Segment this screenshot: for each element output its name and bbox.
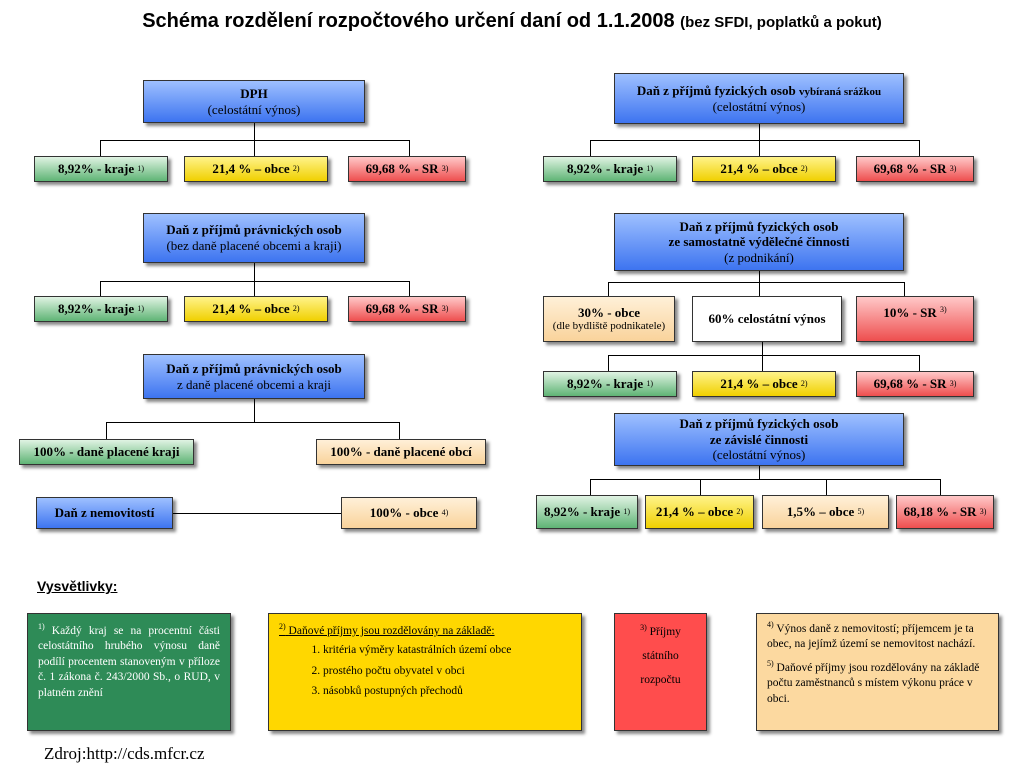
connector	[254, 123, 255, 140]
connector	[759, 282, 760, 296]
note-4-5: $^{4)}$ Výnos daně z nemovitostí; příjemcem je ta obec, na jejímž území se nemovitost nachází. $^{5)}$ Daňové příjmy jsou rozdělovány na základě počtu zaměstnanců s místem výkonu práce v obci.	[756, 613, 999, 731]
connector	[106, 422, 400, 423]
connector	[762, 342, 763, 355]
connector	[700, 479, 701, 495]
legend-heading: Vysvětlivky:	[37, 578, 118, 594]
note-2: $^{2)}$ Daňové příjmy jsou rozdělovány na základě: 1. kritéria výměry katastrálních území obce 2. prostého počtu obyvatel v obci 3. násobků postupných přechodů	[268, 613, 582, 731]
dpfo-zavisla-box: Daň z příjmů fyzických osob ze závislé činnosti (celostátní výnos)	[614, 413, 904, 466]
connector	[590, 479, 591, 495]
dph-obce-box: 21,4 % – obce 2)	[184, 156, 328, 182]
connector	[826, 479, 827, 495]
connector	[759, 466, 760, 479]
connector	[590, 479, 941, 480]
connector	[254, 281, 255, 296]
connector	[590, 140, 591, 156]
connector	[106, 422, 107, 439]
dppo-obce-box: 21,4 % – obce 2)	[184, 296, 328, 322]
connector	[759, 124, 760, 140]
connector	[608, 355, 920, 356]
diagram-title: Schéma rozdělení rozpočtového určení daní od 1.1.2008 (bez SFDI, poplatků a pokut)	[142, 10, 882, 32]
dph-kraje-box: 8,92% - kraje 1)	[34, 156, 168, 182]
connector	[590, 140, 920, 141]
connector	[409, 281, 410, 296]
connector	[759, 271, 760, 282]
connector	[759, 140, 760, 156]
connector	[409, 140, 410, 156]
dan-nemovitosti-box: Daň z nemovitostí	[36, 497, 173, 529]
connector	[919, 355, 920, 371]
osvc-obce30-box: 30% - obce (dle bydliště podnikatele)	[543, 296, 675, 342]
note-2-list	[279, 643, 571, 700]
osvc-celostatni-box: 60% celostátní výnos	[692, 296, 842, 342]
osvc-kraje-box: 8,92% - kraje 1)	[543, 371, 677, 397]
nemovitosti-obce-box: 100% - obce 4)	[341, 497, 477, 529]
connector	[254, 140, 255, 156]
dph-box: DPH (celostátní výnos)	[143, 80, 365, 123]
dppo-box: Daň z příjmů právnických osob (bez daně placené obcemi a kraji)	[143, 213, 365, 263]
dph-sr-box: 69,68 % - SR 3)	[348, 156, 466, 182]
zavisla-kraje-box: 8,92% - kraje 1)	[536, 495, 638, 529]
connector	[608, 282, 609, 296]
dppo-sr-box: 69,68 % - SR 3)	[348, 296, 466, 322]
connector	[100, 281, 101, 296]
connector	[254, 263, 255, 281]
list-item: 1. kritéria výměry katastrálních území obce	[323, 643, 571, 659]
osvc-sr-box: 69,68 % - SR 3)	[856, 371, 974, 397]
connector	[399, 422, 400, 439]
connector	[254, 399, 255, 422]
dppo-obce-kraje-box: Daň z příjmů právnických osob z daně placené obcemi a kraji	[143, 354, 365, 399]
source-label: Zdroj:http://cds.mfcr.cz	[44, 744, 205, 763]
connector	[919, 140, 920, 156]
srazka-kraje-box: 8,92% - kraje 1)	[543, 156, 677, 182]
connector	[940, 479, 941, 495]
osvc-obce-box: 21,4 % – obce 2)	[692, 371, 836, 397]
note-1: $^{1)}$ Každý kraj se na procentní části celostátního hrubého výnosu daně podílí procentem stanoveným v příloze č. 1 zákona č. 243/2000 Sb., o RUD, v platném znění	[27, 613, 231, 731]
dpfo-srazka-box: Daň z příjmů fyzických osob vybíraná srážkou (celostátní výnos)	[614, 73, 904, 124]
srazka-obce-box: 21,4 % – obce 2)	[692, 156, 836, 182]
connector	[100, 140, 101, 156]
connector	[173, 513, 341, 514]
connector	[762, 355, 763, 371]
dpfo-osvc-box: Daň z příjmů fyzických osob ze samostatně výdělečné činnosti (z podnikání)	[614, 213, 904, 271]
dane-obci-box: 100% - daně placené obcí	[316, 439, 486, 465]
srazka-sr-box: 69,68 % - SR 3)	[856, 156, 974, 182]
list-item: 2. prostého počtu obyvatel v obci	[323, 664, 571, 680]
list-item: 3. násobků postupných přechodů	[323, 684, 571, 700]
zavisla-obce15-box: 1,5% – obce 5)	[762, 495, 889, 529]
osvc-sr10-box: 10% - SR $^{3)}$	[856, 296, 974, 342]
connector	[904, 282, 905, 296]
zavisla-sr-box: 68,18 % - SR 3)	[896, 495, 994, 529]
connector	[608, 282, 905, 283]
note-3: $^{3)}$ Příjmy státního rozpočtu	[614, 613, 707, 731]
connector	[100, 140, 410, 141]
dppo-kraje-box: 8,92% - kraje 1)	[34, 296, 168, 322]
connector	[608, 355, 609, 371]
connector	[100, 281, 410, 282]
zavisla-obce-box: 21,4 % – obce 2)	[645, 495, 754, 529]
dane-kraji-box: 100% - daně placené kraji	[19, 439, 194, 465]
